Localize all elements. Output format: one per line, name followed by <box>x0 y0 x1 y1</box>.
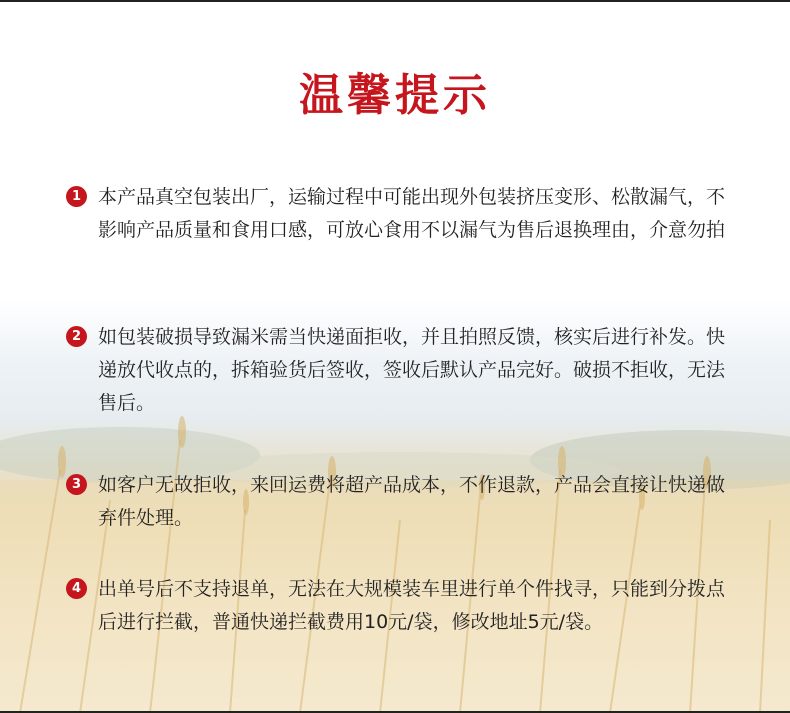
tip-item-1 <box>66 181 730 247</box>
tip-number-badge: 4 <box>66 578 87 599</box>
tip-text: 如客户无故拒收，来回运费将超产品成本，不作退款，产品会直接让快递做弃件处理。 <box>98 474 726 529</box>
tip-text: 出单号后不支持退单，无法在大规模装车里进行单个件找寻，只能到分拨点后进行拦截，普通快递拦截费用10元/袋，修改地址5元/袋。 <box>98 578 726 633</box>
tip-item-2 <box>66 321 730 420</box>
tip-item-4 <box>66 573 730 639</box>
tip-text: 本产品真空包装出厂，运输过程中可能出现外包装挤压变形、松散漏气，不影响产品质量和食用口感，可放心食用不以漏气为售后退换理由，介意勿拍 <box>98 186 726 241</box>
tip-number-badge: 1 <box>66 186 87 207</box>
top-border <box>0 0 790 2</box>
tip-text: 如包装破损导致漏米需当快递面拒收，并且拍照反馈，核实后进行补发。快递放代收点的，拆箱验货后签收，签收后默认产品完好。破损不拒收，无法售后。 <box>98 326 726 414</box>
page-title: 温馨提示 <box>299 70 491 121</box>
tip-number-badge: 3 <box>66 474 87 495</box>
tip-number-badge: 2 <box>66 326 87 347</box>
tip-item-3 <box>66 469 730 535</box>
